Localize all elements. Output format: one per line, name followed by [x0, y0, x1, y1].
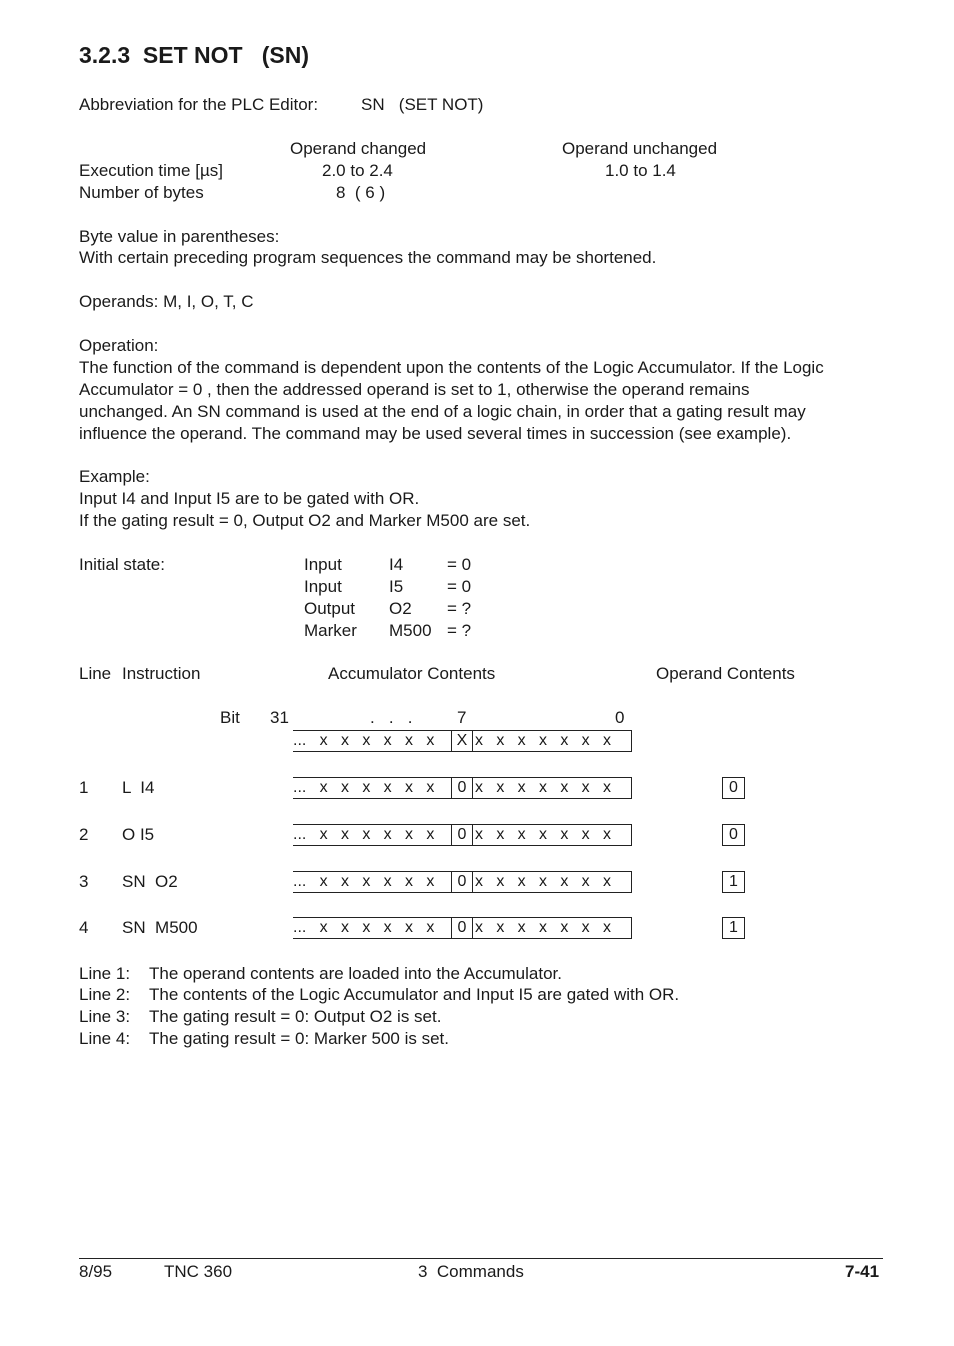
- header-line: Line: [79, 664, 112, 683]
- accumulator-register: [293, 871, 632, 893]
- state-name: O2: [389, 599, 412, 618]
- acc-high-bits: ... x x x x x x: [293, 919, 435, 936]
- acc-low-bits: x x x x x x x: [475, 873, 612, 890]
- bit-0-label: 0: [615, 708, 625, 727]
- acc-bit-7: 0: [451, 825, 473, 845]
- accumulator-register: [293, 917, 632, 939]
- row-instruction: SN O2: [122, 872, 178, 891]
- bit-7-label: 7: [457, 708, 467, 727]
- footer-page-number: 7-41: [845, 1262, 880, 1281]
- operand-value: 1: [722, 917, 745, 939]
- state-value: = 0: [447, 555, 472, 574]
- bit-31-label: 31: [270, 708, 289, 727]
- header-operand: Operand Contents: [656, 664, 795, 683]
- state-value: = ?: [447, 621, 472, 640]
- row-line-number: 4: [79, 918, 89, 937]
- acc-high-bits: ... x x x x x x: [293, 826, 435, 843]
- col-operand-changed: Operand changed: [290, 139, 427, 158]
- exec-time-label: Execution time [µs]: [79, 161, 223, 180]
- acc-low-bits: x x x x x x x: [475, 779, 612, 796]
- bit-dots: . . .: [370, 708, 413, 727]
- note-label: Line 1:: [79, 964, 131, 983]
- operation-line-4: influence the operand. The command may be used several times in succession (see example).: [79, 424, 792, 443]
- state-name: I5: [389, 577, 404, 596]
- accumulator-register: [293, 730, 632, 752]
- state-type: Input: [304, 555, 342, 574]
- note-text: The gating result = 0: Marker 500 is set.: [149, 1029, 450, 1048]
- initial-state-label: Initial state:: [79, 555, 165, 574]
- row-instruction: L I4: [122, 778, 155, 797]
- state-type: Input: [304, 577, 342, 596]
- operation-line-2: Accumulator = 0 , then the addressed operand is set to 1, otherwise the operand remains: [79, 380, 750, 399]
- abbrev-value: SN (SET NOT): [361, 95, 484, 114]
- abbrev-label: Abbreviation for the PLC Editor:: [79, 95, 319, 114]
- acc-high-bits: ... x x x x x x: [293, 873, 435, 890]
- operation-line-3: unchanged. An SN command is used at the end of a logic chain, in order that a gating result may: [79, 402, 806, 421]
- row-instruction: O I5: [122, 825, 155, 844]
- note-label: Line 4:: [79, 1029, 131, 1048]
- exec-time-changed: 2.0 to 2.4: [322, 161, 393, 180]
- header-instruction: Instruction: [122, 664, 201, 683]
- acc-low-bits: x x x x x x x: [475, 919, 612, 936]
- example-label: Example:: [79, 467, 150, 486]
- acc-high-bits: ... x x x x x x: [293, 732, 435, 749]
- operation-label: Operation:: [79, 336, 159, 355]
- note-label: Line 2:: [79, 985, 131, 1004]
- acc-bit-7: 0: [451, 872, 473, 892]
- operand-value: 1: [722, 871, 745, 893]
- accumulator-register: [293, 777, 632, 799]
- exec-time-unchanged: 1.0 to 1.4: [605, 161, 676, 180]
- operand-value: 0: [722, 777, 745, 799]
- state-value: = 0: [447, 577, 472, 596]
- example-line-2: If the gating result = 0, Output O2 and Marker M500 are set.: [79, 511, 531, 530]
- acc-low-bits: x x x x x x x: [475, 826, 612, 843]
- note-text: The contents of the Logic Accumulator and Input I5 are gated with OR.: [149, 985, 680, 1004]
- note-label: Line 3:: [79, 1007, 131, 1026]
- header-accumulator: Accumulator Contents: [328, 664, 496, 683]
- acc-bit-7: 0: [451, 918, 473, 938]
- state-name: I4: [389, 555, 404, 574]
- footer-chapter: 3 Commands: [418, 1262, 524, 1281]
- state-type: Marker: [304, 621, 357, 640]
- note-text: The operand contents are loaded into the Accumulator.: [149, 964, 562, 983]
- footer-rule: [79, 1258, 883, 1259]
- state-value: = ?: [447, 599, 472, 618]
- row-instruction: SN M500: [122, 918, 198, 937]
- bytes-changed: 8 ( 6 ): [336, 183, 386, 202]
- section-heading: 3.2.3 SET NOT (SN): [79, 42, 310, 68]
- state-name: M500: [389, 621, 432, 640]
- bytes-label: Number of bytes: [79, 183, 204, 202]
- example-line-1: Input I4 and Input I5 are to be gated with OR.: [79, 489, 420, 508]
- acc-high-bits: ... x x x x x x: [293, 779, 435, 796]
- row-line-number: 3: [79, 872, 89, 891]
- acc-bit-7: X: [451, 731, 473, 751]
- acc-low-bits: x x x x x x x: [475, 732, 612, 749]
- state-type: Output: [304, 599, 356, 618]
- byte-note-text: With certain preceding program sequences the command may be shortened.: [79, 248, 657, 267]
- operation-line-1: The function of the command is dependent upon the contents of the Logic Accumulator. If the Logic: [79, 358, 824, 377]
- byte-note-title: Byte value in parentheses:: [79, 227, 280, 246]
- acc-bit-7: 0: [451, 778, 473, 798]
- bit-label: Bit: [220, 708, 240, 727]
- col-operand-unchanged: Operand unchanged: [562, 139, 718, 158]
- footer-product: TNC 360: [164, 1262, 233, 1281]
- row-line-number: 1: [79, 778, 89, 797]
- operands-line: Operands: M, I, O, T, C: [79, 292, 254, 311]
- row-line-number: 2: [79, 825, 89, 844]
- accumulator-register: [293, 824, 632, 846]
- operand-value: 0: [722, 824, 745, 846]
- note-text: The gating result = 0: Output O2 is set.: [149, 1007, 442, 1026]
- footer-date: 8/95: [79, 1262, 113, 1281]
